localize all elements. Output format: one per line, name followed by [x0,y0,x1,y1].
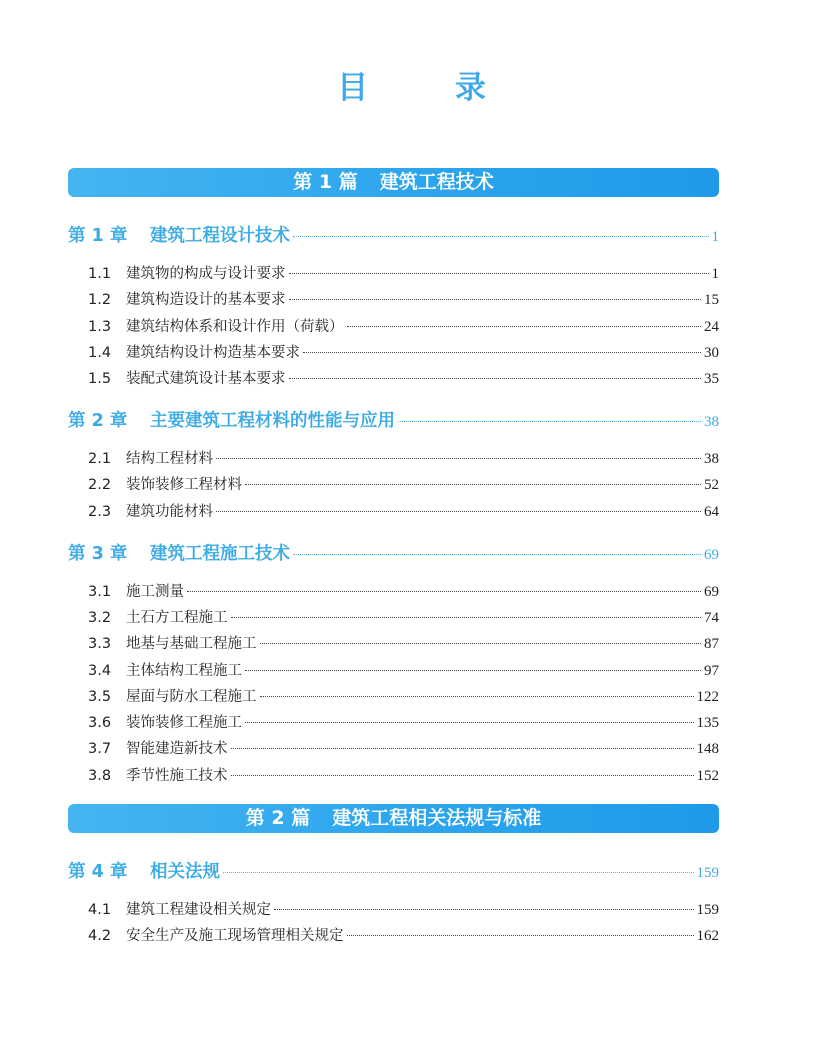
page-number: 159 [696,902,719,918]
section-title: 屋面与防水工程施工 [126,689,257,705]
section-number: 3.8 [88,768,112,784]
section-number: 4.1 [88,902,112,918]
toc-section-2-1[interactable] [88,447,719,468]
page-number: 1 [711,229,719,245]
page-number: 38 [704,414,719,430]
page-number: 69 [704,584,719,600]
section-title: 建筑工程建设相关规定 [126,902,271,918]
leader-dots [223,872,694,873]
leader-dots [289,299,702,300]
chapter-number: 第 1 章 [68,226,128,246]
chapter-number: 第 3 章 [68,544,128,564]
leader-dots [293,554,701,555]
page-number: 24 [704,319,719,335]
section-number: 3.5 [88,689,112,705]
page-number: 1 [711,266,719,282]
section-number: 2.3 [88,504,112,520]
page-number: 30 [704,345,719,361]
toc-section-1-1[interactable] [88,262,719,283]
section-number: 2.2 [88,477,112,493]
leader-dots [347,326,702,327]
part-banner-2 [68,804,719,833]
section-title: 安全生产及施工现场管理相关规定 [126,928,344,944]
part-number: 第 2 篇 [245,807,311,829]
section-title: 结构工程材料 [126,451,213,467]
chapter-number: 第 4 章 [68,862,128,882]
leader-dots [245,484,701,485]
section-number: 3.4 [88,663,112,679]
part-title: 建筑工程技术 [379,171,494,193]
leader-dots [398,421,701,422]
leader-dots [216,458,701,459]
toc-section-3-4[interactable] [88,659,719,680]
section-title: 主体结构工程施工 [126,663,242,679]
leader-dots [216,511,701,512]
section-number: 1.3 [88,319,112,335]
toc-section-3-1[interactable] [88,580,719,601]
section-number: 1.1 [88,266,112,282]
page-number: 162 [696,928,719,944]
section-number: 3.2 [88,610,112,626]
toc-section-2-2[interactable] [88,473,719,494]
leader-dots [231,748,694,749]
section-title: 施工测量 [126,584,184,600]
page-title [0,62,823,107]
section-title: 季节性施工技术 [126,768,228,784]
leader-dots [293,236,709,237]
leader-dots [245,722,694,723]
toc-section-3-2[interactable] [88,606,719,627]
leader-dots [289,378,702,379]
part-banner-1 [68,168,719,197]
section-title: 建筑物的构成与设计要求 [126,266,286,282]
toc-section-1-2[interactable] [88,288,719,309]
page-number: 87 [704,636,719,652]
leader-dots [274,909,694,910]
leader-dots [303,352,701,353]
toc-section-1-3[interactable] [88,315,719,336]
section-title: 智能建造新技术 [126,741,228,757]
page-number: 152 [696,768,719,784]
leader-dots [245,670,701,671]
part-number: 第 1 篇 [293,171,358,193]
section-number: 3.6 [88,715,112,731]
toc-chapter-3[interactable] [68,540,719,565]
page-number: 52 [704,477,719,493]
section-title: 建筑结构设计构造基本要求 [126,345,300,361]
section-title: 土石方工程施工 [126,610,228,626]
title-char-2: 录 [454,70,486,106]
toc-section-1-5[interactable] [88,367,719,388]
page-number: 69 [704,547,719,563]
page-number: 38 [704,451,719,467]
section-number: 1.2 [88,292,112,308]
page-number: 35 [704,371,719,387]
leader-dots [289,273,709,274]
title-char-1: 目 [337,70,369,106]
page-number: 74 [704,610,719,626]
page-number: 159 [696,865,719,881]
page-number: 122 [696,689,719,705]
section-number: 1.5 [88,371,112,387]
page-number: 64 [704,504,719,520]
part-title: 建筑工程相关法规与标准 [332,807,542,829]
toc-section-3-5[interactable] [88,685,719,706]
toc-section-4-2[interactable] [88,924,719,945]
section-title: 地基与基础工程施工 [126,636,257,652]
section-title: 建筑功能材料 [126,504,213,520]
leader-dots [260,696,694,697]
leader-dots [231,617,702,618]
leader-dots [347,935,694,936]
section-number: 1.4 [88,345,112,361]
chapter-title: 建筑工程设计技术 [150,226,290,246]
toc-section-1-4[interactable] [88,341,719,362]
chapter-title: 相关法规 [150,862,220,882]
toc-section-4-1[interactable] [88,898,719,919]
section-title: 建筑构造设计的基本要求 [126,292,286,308]
toc-chapter-1[interactable] [68,222,719,247]
section-number: 3.7 [88,741,112,757]
section-number: 3.1 [88,584,112,600]
toc-section-2-3[interactable] [88,500,719,521]
page-number: 15 [704,292,719,308]
toc-section-3-7[interactable] [88,737,719,758]
toc-chapter-2[interactable] [68,407,719,432]
section-title: 装饰装修工程施工 [126,715,242,731]
chapter-title: 主要建筑工程材料的性能与应用 [150,411,395,431]
toc-chapter-4[interactable] [68,858,719,883]
leader-dots [231,775,694,776]
chapter-title: 建筑工程施工技术 [150,544,290,564]
section-title: 建筑结构体系和设计作用（荷载） [126,319,344,335]
toc-section-3-8[interactable] [88,764,719,785]
leader-dots [187,591,701,592]
section-title: 装配式建筑设计基本要求 [126,371,286,387]
section-number: 2.1 [88,451,112,467]
page-number: 97 [704,663,719,679]
section-title: 装饰装修工程材料 [126,477,242,493]
toc-section-3-6[interactable] [88,711,719,732]
section-number: 4.2 [88,928,112,944]
page-number: 135 [696,715,719,731]
section-number: 3.3 [88,636,112,652]
toc-section-3-3[interactable] [88,632,719,653]
chapter-number: 第 2 章 [68,411,128,431]
page-number: 148 [696,741,719,757]
leader-dots [260,643,702,644]
